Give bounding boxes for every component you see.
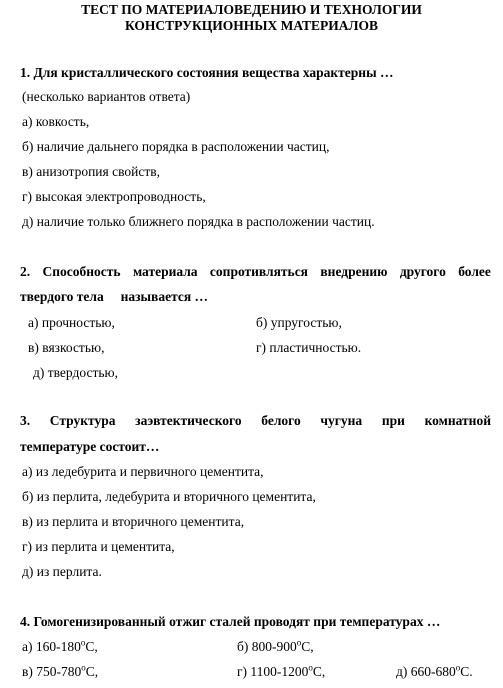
question-3-option-e: д) из перлита. xyxy=(22,564,102,579)
question-4-option-b xyxy=(237,639,314,655)
question-2-option-d: г) пластичностью. xyxy=(256,340,362,355)
degree-symbol: o xyxy=(81,662,86,673)
q3-word: комнатной xyxy=(424,413,491,428)
option-d-value: г) 1100-1200 xyxy=(237,664,309,679)
option-e-unit: С. xyxy=(460,664,473,679)
q2-word: сопротивляться xyxy=(209,264,308,279)
question-4-option-c xyxy=(22,664,98,680)
question-2-option-a: а) прочностью, xyxy=(28,315,115,330)
question-3-option-d: г) из перлита и цементита, xyxy=(22,539,175,554)
question-1-option-c: в) анизотропия свойств, xyxy=(22,164,160,179)
question-3-option-a: а) из ледебурита и первичного цементита, xyxy=(22,464,264,479)
question-1-option-b: б) наличие дальнего порядка в расположении частиц, xyxy=(22,139,330,154)
question-3-option-c: в) из перлита и вторичного цементита, xyxy=(22,514,245,529)
degree-symbol: o xyxy=(80,637,86,648)
page-title-line1: ТЕСТ ПО МАТЕРИАЛОВЕДЕНИЮ И ТЕХНОЛОГИИ xyxy=(81,2,422,17)
q3-word: при xyxy=(381,413,405,428)
q3-word: Структура xyxy=(49,413,116,428)
question-2-option-b: б) упругостью, xyxy=(256,315,342,330)
q2-word: более xyxy=(458,264,491,279)
q2-word: Способность xyxy=(42,264,121,279)
question-4-option-e xyxy=(396,664,473,680)
question-2-line1 xyxy=(20,264,491,280)
question-3-line2: температуре состоит… xyxy=(20,439,160,454)
question-4-text: 4. Гомогенизированный отжиг сталей проводят при температурах … xyxy=(20,614,441,629)
degree-symbol: o xyxy=(455,662,461,673)
q2-word: материала xyxy=(132,264,198,279)
q2-word: другого xyxy=(399,264,446,279)
q3-word: заэвтектического xyxy=(135,413,242,428)
question-1-option-a: а) ковкость, xyxy=(22,114,90,129)
option-b-value: б) 800-900 xyxy=(237,639,297,654)
question-1-option-d: г) высокая электропроводность, xyxy=(22,189,206,204)
page-title-line2: КОНСТРУКЦИОННЫХ МАТЕРИАЛОВ xyxy=(124,18,379,33)
question-2-option-e: д) твердостью, xyxy=(33,365,118,380)
question-3-option-b: б) из перлита, ледебурита и вторичного цементита, xyxy=(22,489,316,504)
option-c-value: в) 750-780 xyxy=(22,664,82,679)
option-d-unit: С, xyxy=(312,664,326,679)
question-3-line1 xyxy=(20,413,491,429)
q3-word: 3. xyxy=(20,413,31,428)
question-4-option-a xyxy=(22,639,98,655)
q2-word: внедрению xyxy=(320,264,388,279)
option-a-unit: С, xyxy=(85,639,98,654)
question-4-option-d xyxy=(237,664,325,680)
option-c-unit: С, xyxy=(85,664,99,679)
degree-symbol: o xyxy=(296,637,302,648)
question-2-line2: твердого тела называется … xyxy=(20,289,209,304)
question-1-option-e: д) наличие только ближнего порядка в расположении частиц. xyxy=(22,214,375,229)
question-1-text: 1. Для кристаллического состояния вещества характерны … xyxy=(20,65,394,80)
question-2-option-c: в) вязкостью, xyxy=(28,340,105,355)
q2-word: 2. xyxy=(20,264,31,279)
q3-word: чугуна xyxy=(320,413,363,428)
q3-word: белого xyxy=(261,413,301,428)
option-a-value: а) 160-180 xyxy=(22,639,81,654)
degree-symbol: o xyxy=(308,662,313,673)
option-e-value: д) 660-680 xyxy=(396,664,456,679)
option-b-unit: С, xyxy=(301,639,314,654)
question-1-note: (несколько вариантов ответа) xyxy=(22,89,191,104)
